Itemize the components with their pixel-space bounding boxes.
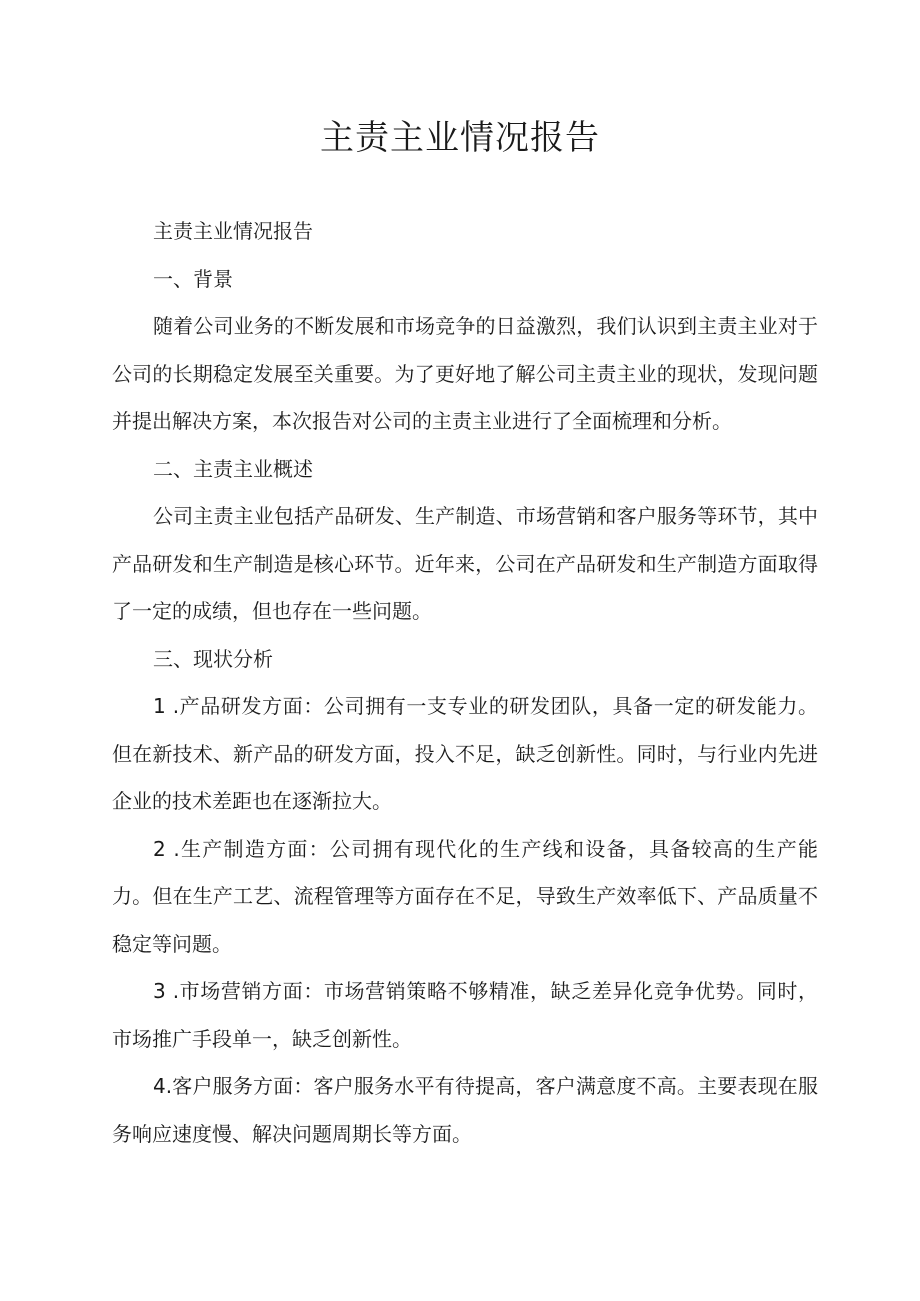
document-body [112,208,818,1158]
section-heading-overview: 二、主责主业概述 [153,456,313,481]
paragraph-marketing: 3 .市场营销方面：市场营销策略不够精准，缺乏差异化竞争优势。同时，市场推广手段单一，缺乏创新性。 [112,979,818,1051]
paragraph-manufacturing: 2 .生产制造方面：公司拥有现代化的生产线和设备，具备较高的生产能力。但在生产工艺、流程管理等方面存在不足，导致生产效率低下、产品质量不稳定等问题。 [112,836,818,956]
paragraph-subtitle: 主责主业情况报告 [153,219,313,243]
paragraph-overview: 公司主责主业包括产品研发、生产制造、市场营销和客户服务等环节，其中产品研发和生产制造是核心环节。近年来，公司在产品研发和生产制造方面取得了一定的成绩，但也存在一些问题。 [112,504,818,623]
section-heading-background: 一、背景 [153,266,233,291]
paragraph-rnd: 1 .产品研发方面：公司拥有一支专业的研发团队，具备一定的研发能力。但在新技术、新产品的研发方面，投入不足，缺乏创新性。同时，与行业内先进企业的技术差距也在逐渐拉大。 [112,694,818,813]
paragraph-background: 随着公司业务的不断发展和市场竞争的日益激烈，我们认识到主责主业对于公司的长期稳定发展至关重要。为了更好地了解公司主责主业的现状，发现问题并提出解决方案，本次报告对公司的主责主业进行了全面梳理和分析。 [112,314,818,433]
section-heading-analysis: 三、现状分析 [153,646,273,671]
paragraph-customer-service: 4.客户服务方面：客户服务水平有待提高，客户满意度不高。主要表现在服务响应速度慢、解决问题周期长等方面。 [112,1074,818,1146]
document-title: 主责主业情况报告 [320,118,600,158]
